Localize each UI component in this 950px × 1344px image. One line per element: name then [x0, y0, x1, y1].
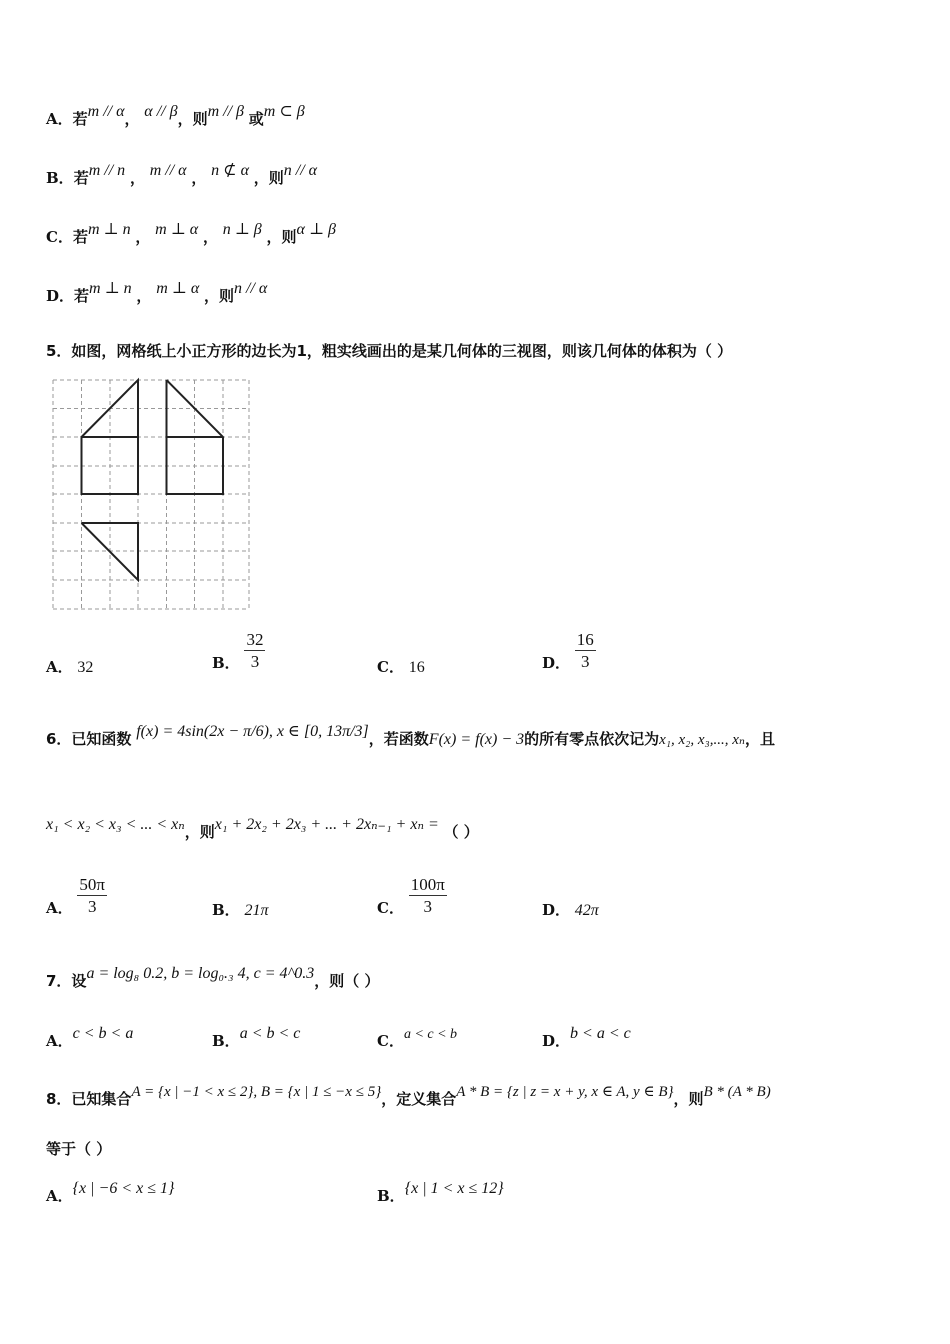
q6-option-a[interactable]: A． $\frac{50\pi}{3}$: [46, 875, 106, 917]
q6-option-b[interactable]: B． 21π: [212, 901, 269, 919]
q7-option-b[interactable]: B．a < b < c: [212, 1025, 301, 1050]
q8-option-a[interactable]: A．{x | −6 < x ≤ 1}: [46, 1180, 175, 1205]
q4-option-a[interactable]: A．若m // α， α // β，则m // β 或m ⊂ β: [46, 103, 305, 128]
q5-stem: 5．如图，网格纸上小正方形的边长为1，粗实线画出的是某几何体的三视图，则该几何体的体积为（ ）: [46, 342, 733, 360]
q5-option-b[interactable]: B． $\frac{32}{3}$: [212, 630, 264, 672]
q8-stem: 8．已知集合A = {x | −1 < x ≤ 2}, B = {x | 1 ≤ −x ≤ 5}，定义集合A * B = {z | z = x + y, x ∈ A, y ∈ B}，则B * (A * B): [46, 1084, 771, 1108]
q6-stem: 6．已知函数 f(x) = 4sin(2x − π/6), x ∈ [0, 13π/3]，若函数F(x) = f(x) − 3的所有零点依次记为x₁, x₂, x₃,..., xₙ，且: [46, 723, 776, 748]
q6-option-d[interactable]: D． 42π: [542, 901, 599, 919]
q5-option-d[interactable]: D． $\frac{16}{3}$: [542, 630, 594, 672]
q4-option-c[interactable]: C．若m ⊥ n ， m ⊥ α ， n ⊥ β ，则α ⊥ β: [46, 221, 336, 246]
q4-option-b[interactable]: B．若m // n ， m // α ， n ⊄ α ，则n // α: [46, 162, 318, 187]
q6-option-c[interactable]: C． $\frac{100\pi}{3}$: [377, 875, 445, 917]
q7-option-d[interactable]: D．b < a < c: [542, 1025, 631, 1050]
q7-stem: 7．设a = log₈ 0.2, b = log₀.₃ 4, c = 4^0.3，则（ ）: [46, 965, 380, 990]
q7-option-c[interactable]: C．a < c < b: [377, 1027, 458, 1050]
three-view-figure: [52, 377, 252, 613]
q8-option-b[interactable]: B．{x | 1 < x ≤ 12}: [377, 1180, 504, 1205]
q6-stem-line2: x₁ < x₂ < x₃ < ... < xₙ，则x₁ + 2x₂ + 2x₃ + ... + 2xₙ₋₁ + xₙ = （ ）: [46, 816, 479, 841]
q5-option-a[interactable]: A． 32: [46, 658, 94, 676]
q8-stem-line2: 等于（ ）: [46, 1140, 112, 1158]
q7-option-a[interactable]: A．c < b < a: [46, 1025, 134, 1050]
q5-option-c[interactable]: C． 16: [377, 658, 425, 676]
q4-option-d[interactable]: D．若m ⊥ n ， m ⊥ α ，则n // α: [46, 280, 268, 305]
